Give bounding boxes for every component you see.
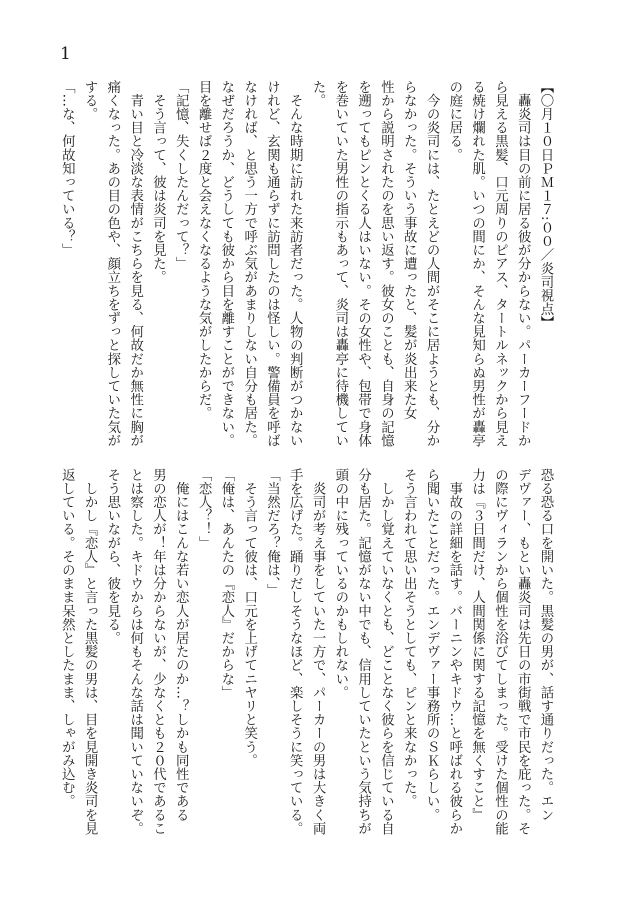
text-line: 今の炎司には、たとえどの人間がそこに居ようとも、分か (424, 80, 440, 448)
text-line: なぜだろうか、どうしても彼から目を離すことができない。 (218, 80, 234, 448)
text-line: ら聞いたことだった。エンデヴァー事務所のＳＫらしい。 (424, 468, 440, 822)
text-line: しかし覚えていなくとも、どことなく彼らを信じている自 (378, 468, 394, 836)
text-line: を巻いていた男性の指示もあって、炎司は轟亭に待機してい (332, 80, 348, 448)
text-column-block-top (59, 80, 556, 448)
text-line: る焼け爛れた肌。いつの間にか、そんな見知らぬ男性が轟亭 (469, 80, 485, 448)
text-line: しかし『恋人』と言った黒髪の男は、目を見開き炎司を見 (82, 468, 98, 836)
text-line: けれど、玄関も通らずに訪問したのは怪しい。警備員を呼ば (264, 80, 280, 448)
text-line: 「俺は、あんたの『恋人』だからな」 (218, 468, 234, 700)
text-line: 力は『３日間だけ、人間関係に関する記憶を無くすこと』 (469, 468, 485, 822)
text-line: 轟炎司は目の前に居る彼が分からない。パーカーフードか (515, 80, 531, 448)
text-line: 青い目と冷淡な表情がこちらを見る、何故だか無性に胸が (127, 80, 143, 448)
text-line: を遡ってもピンとくる人はいない。その女性や、包帯で身体 (355, 80, 371, 448)
text-line: なければ、と思う一方で呼ぶ気があまりしない自分も居た。 (241, 80, 257, 448)
text-line: 目を離せば２度と会えなくなるような気がしたからだ。 (196, 80, 212, 420)
text-line: 手を広げた。踊りだしそうなほど、楽しそうに笑っている。 (287, 468, 303, 836)
text-line: そう思いながら、彼を見る。 (104, 468, 120, 645)
text-line: 「…な、何故知っている？」 (59, 80, 75, 257)
page-number: 1 (60, 44, 71, 64)
text-line: デヴァー、もとい轟炎司は先日の市街戦で市民を庇った。そ (515, 468, 531, 836)
text-line: 痛くなった。あの目の色や、顔立ちをずっと探していた気が (104, 80, 120, 448)
text-line: 「記憶、失くしたんだって？」 (173, 80, 189, 271)
text-column-block-bottom (59, 468, 556, 836)
text-line: 頭の中に残っているのかもしれない。 (332, 468, 348, 700)
text-line: 事故の詳細を話す。バーニンやキドウ…と呼ばれる彼らか (446, 468, 462, 836)
text-line: 「当然だろ？俺は、」 (264, 468, 280, 598)
text-line: た。 (310, 80, 326, 108)
text-line: 性から説明されたのを思い返す。彼女のことも、自身の記憶 (378, 80, 394, 448)
text-line: そう言って、彼は炎司を見た。 (150, 80, 166, 284)
text-line: そんな時期に訪れた来訪者だった。人物の判断がつかない (287, 80, 303, 448)
text-line: そう言って彼は、口元を上げてニヤリと笑う。 (241, 468, 257, 768)
text-line: の庭に居る。 (446, 80, 462, 162)
text-line: 男の恋人が！年は分からないが、少なくとも２０代であるこ (150, 468, 166, 836)
text-line: する。 (82, 80, 98, 121)
text-line: とは察した。キドウからは何もそんな話は聞いていないぞ。 (127, 468, 143, 836)
text-line: 返している。そのまま呆然としたまま、しゃがみ込む。 (59, 468, 75, 808)
text-line: ら見える黒髪、口元周りのピアス、タートルネックから見え (492, 80, 508, 448)
text-line: 炎司が考え事をしていた一方で、パーカーの男は大きく両 (310, 468, 326, 836)
text-line: の際にヴィランから個性を浴びてしまった。受けた個性の能 (492, 468, 508, 836)
text-line: 「恋人？！」 (196, 468, 212, 550)
text-line: 恐る恐る口を開いた。黒髪の男が、話す通りだった。エン (538, 468, 553, 822)
text-line: そう言われて思い出そうとしても、ピンと来なかった。 (401, 468, 417, 808)
text-line: らなかった。そういう事故に遭ったと、髪が炎出来た女 (401, 80, 417, 420)
text-line: 俺にはこんな若い恋人が居たのか…？しかも同性である (173, 468, 189, 822)
text-line: 【〇月１０日ＰＭ１７:００／炎司視点】 (538, 80, 553, 330)
text-line: 分も居た。記憶がない中でも、信用していたという気持ちが (355, 468, 371, 836)
